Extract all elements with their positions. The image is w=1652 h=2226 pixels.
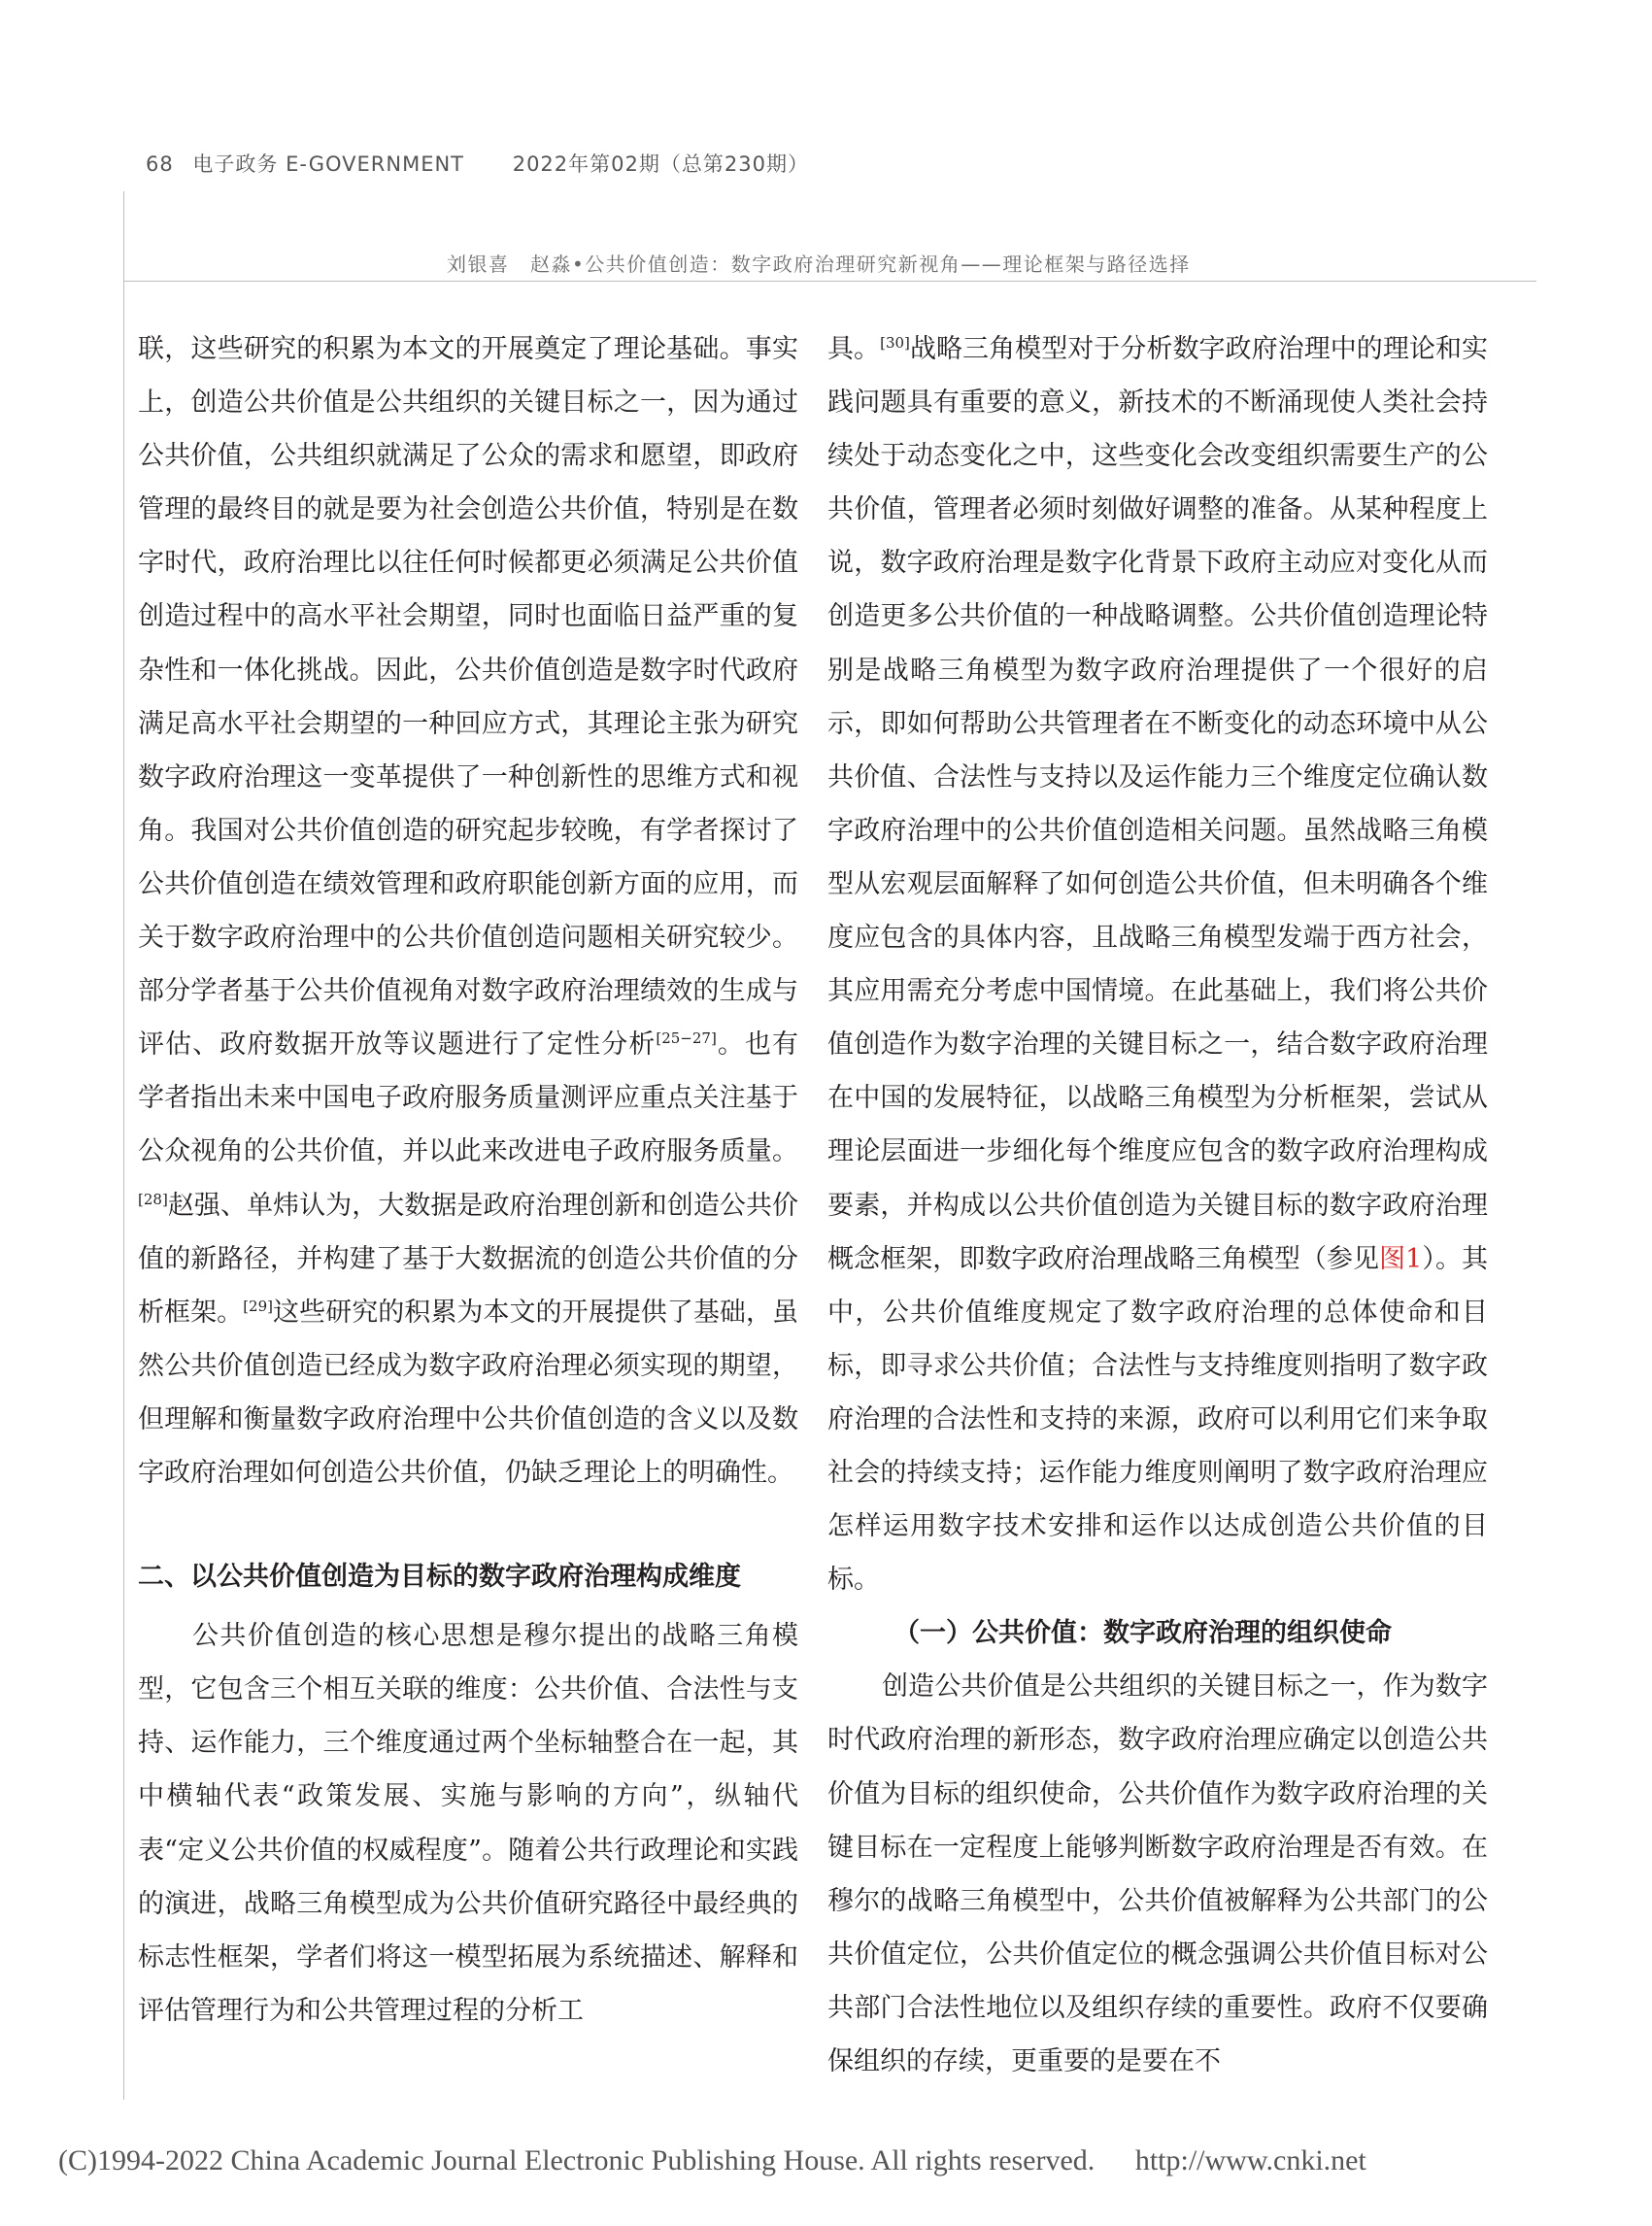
page-number: 68	[146, 152, 174, 176]
figure-link[interactable]: 图1	[1379, 1243, 1423, 1274]
text-span: 具。	[827, 334, 881, 364]
vertical-rule	[123, 191, 124, 2100]
journal-header	[146, 149, 809, 178]
copyright-notice: (C)1994-2022 China Academic Journal Electronic Publishing House. All rights reserved.	[58, 2144, 1096, 2176]
left-column	[138, 322, 798, 2038]
subsection-heading: （一）公共价值：数字政府治理的组织使命	[893, 1618, 1392, 1649]
paragraph	[138, 322, 798, 1500]
footer-link[interactable]: http://www.cnki.net	[1134, 2144, 1366, 2176]
text-span: 。也有学者指出未来中国电子政府服务质量测评应重点关注基于公众视角的公共价值，并以此来改进电子政府服务质量。	[138, 1029, 799, 1167]
citation[interactable]: [28]	[138, 1190, 168, 1208]
citation[interactable]: [25−27]	[656, 1029, 717, 1048]
citation[interactable]: [29]	[243, 1297, 273, 1315]
section-heading: 二、以公共价值创造为目标的数字政府治理构成维度	[138, 1562, 741, 1593]
text-span: 战略三角模型对于分析数字政府治理中的理论和实践问题具有重要的意义，新技术的不断涌现使人类社会持续处于动态变化之中，这些变化会改变组织需要生产的公共价值，管理者必须时刻做好调整的准备。从某种程度上说，数字政府治理是数字化背景下政府主动应对变化从而创造更多公共价值的一种战略调整。公共价值创造理论特别是战略三角模型为数字政府治理提供了一个很好的启示，即如何帮助公共管理者在不断变化的动态环境中从公共价值、合法性与支持以及运作能力三个维度定位确认数字政府治理中的公共价值创造相关问题。虽然战略三角模型从宏观层面解释了如何创造公共价值，但未明确各个维度应包含的具体内容，且战略三角模型发端于西方社会，其应用需充分考虑中国情境。在此基础上，我们将公共价值创造作为数字治理的关键目标之一，结合数字政府治理在中国的发展特征，以战略三角模型为分析框架，尝试从理论层面进一步细化每个维度应包含的数字政府治理构成要素，并构成以公共价值创造为关键目标的数字政府治理概念框架，即数字政府治理战略三角模型（参见	[827, 334, 1489, 1274]
text-span: ）。其中，公共价值维度规定了数字政府治理的总体使命和目标，即寻求公共价值；合法性与支持维度则指明了数字政府治理的合法性和支持的来源，政府可以利用它们来争取社会的持续支持；运作能力维度则阐明了数字政府治理应怎样运用数字技术安排和运作以达成创造公共价值的目标。	[827, 1243, 1489, 1596]
journal-name: 电子政务 E-GOVERNMENT	[192, 152, 465, 176]
paragraph	[827, 322, 1488, 1606]
paragraph: 创造公共价值是公共组织的关键目标之一，作为数字时代政府治理的新形态，数字政府治理应确定以创造公共价值为目标的组织使命，公共价值作为数字政府治理的关键目标在一定程度上能够判断数字政府治理是否有效。在穆尔的战略三角模型中，公共价值被解释为公共部门的公共价值定位，公共价值定位的概念强调公共价值目标对公共部门合法性地位以及组织存续的重要性。政府不仅要确保组织的存续，更重要的是要在不	[827, 1671, 1488, 2076]
footer	[58, 2144, 1366, 2177]
text-span: 这些研究的积累为本文的开展提供了基础，虽然公共价值创造已经成为数字政府治理必须实现的期望，但理解和衡量数字政府治理中公共价值创造的含义以及数字政府治理如何创造公共价值，仍缺乏理论上的明确性。	[138, 1297, 799, 1488]
text-span: 赵强、单炜认为，大数据是政府治理创新和创造公共价值的新路径，并构建了基于大数据流的创造公共价值的分析框架。	[138, 1190, 798, 1328]
citation[interactable]: [30]	[880, 334, 910, 352]
header-rule	[123, 281, 1536, 282]
issue-info: 2022年第02期（总第230期）	[512, 152, 809, 176]
running-title: 刘银喜 赵淼•公共价值创造：数字政府治理研究新视角——理论框架与路径选择	[447, 253, 1191, 276]
right-column	[827, 322, 1488, 2088]
paragraph: 公共价值创造的核心思想是穆尔提出的战略三角模型，它包含三个相互关联的维度：公共价值、合法性与支持、运作能力，三个维度通过两个坐标轴整合在一起，其中横轴代表“政策发展、实施与影响的方向”，纵轴代表“定义公共价值的权威程度”。随着公共行政理论和实践的演进，战略三角模型成为公共价值研究路径中最经典的标志性框架，学者们将这一模型拓展为系统描述、解释和评估管理行为和公共管理过程的分析工	[138, 1621, 798, 2026]
text-span: 联，这些研究的积累为本文的开展奠定了理论基础。事实上，创造公共价值是公共组织的关键目标之一，因为通过公共价值，公共组织就满足了公众的需求和愿望，即政府管理的最终目的就是要为社会创造公共价值，特别是在数字时代，政府治理比以往任何时候都更必须满足公共价值创造过程中的高水平社会期望，同时也面临日益严重的复杂性和一体化挑战。因此，公共价值创造是数字时代政府满足高水平社会期望的一种回应方式，其理论主张为研究数字政府治理这一变革提供了一种创新性的思维方式和视角。我国对公共价值创造的研究起步较晚，有学者探讨了公共价值创造在绩效管理和政府职能创新方面的应用，而关于数字政府治理中的公共价值创造问题相关研究较少。部分学者基于公共价值视角对数字政府治理绩效的生成与评估、政府数据开放等议题进行了定性分析	[138, 334, 798, 1061]
